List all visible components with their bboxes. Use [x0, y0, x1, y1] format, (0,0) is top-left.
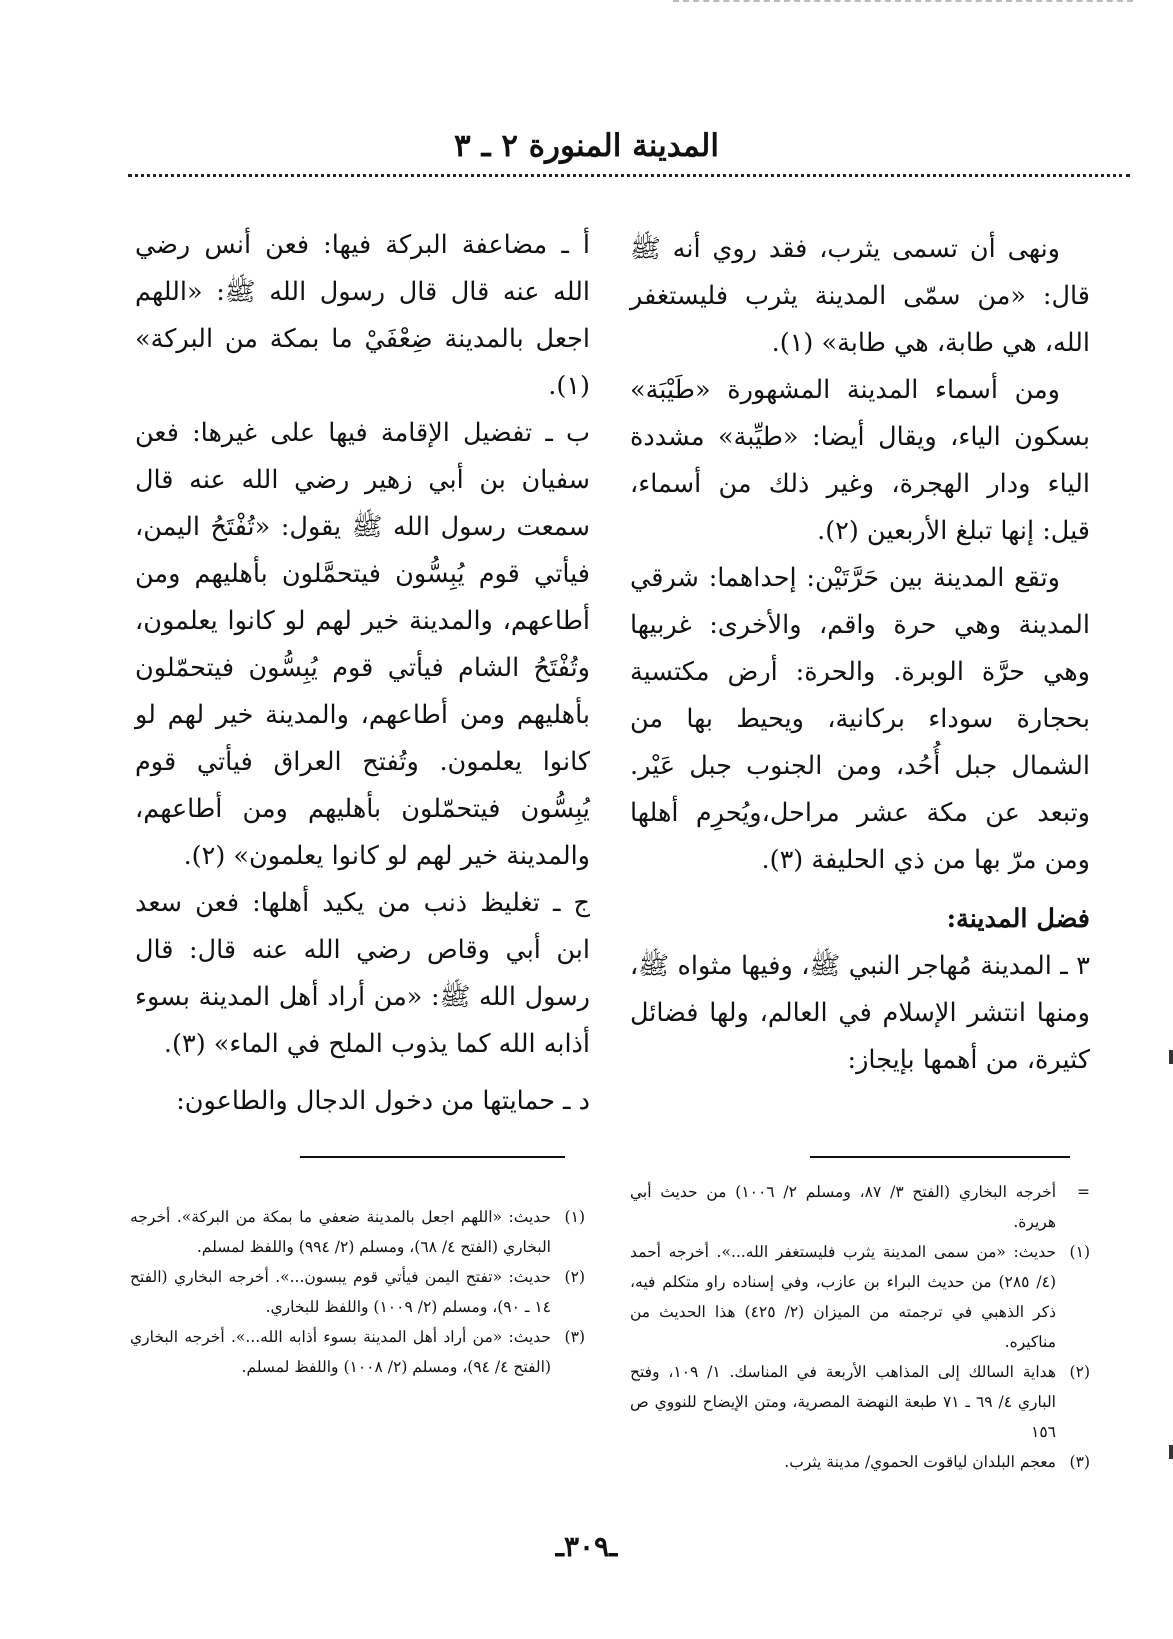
footnote-number: =: [1077, 1183, 1090, 1201]
section-heading: فضل المدينة:: [946, 904, 1090, 934]
footnote-text: هداية السالك إلى المذاهب الأربعة في المناسك. ١/ ١٠٩، وفتح الباري ٤/ ٦٩ ـ ٧١ طبعة النهضة المصرية، ومتن الإيضاح للنووي ص ١٥٦: [630, 1363, 1056, 1441]
page-number: ـ٣٠٩ـ: [555, 1530, 618, 1563]
footnote-rule-left: [300, 1156, 565, 1158]
footnote: [630, 1177, 1090, 1237]
footnote: [130, 1202, 585, 1262]
footnote-number: (١): [564, 1208, 585, 1226]
footnote-number: (٢): [564, 1268, 585, 1286]
paragraph: ونهى أن تسمى يثرب، فقد روي أنه ﷺ قال: «من سمّى المدينة يثرب فليستغفر الله، هي طابة، هي طابة» (١).: [630, 234, 1090, 358]
scan-edge-mark: [1169, 1050, 1173, 1064]
footnote-rule-right: [810, 1156, 1070, 1158]
footnote-number: (٣): [564, 1328, 585, 1346]
footnote-text: معجم البلدان لياقوت الحموي/ مدينة يثرب.: [784, 1453, 1056, 1471]
footnote: [630, 1357, 1090, 1447]
footnote-text: حديث: «من أراد أهل المدينة بسوء أذابه الله...». أخرجه البخاري (الفتح ٤/ ٩٤)، ومسلم (٢/ ١٠٠٨) واللفظ لمسلم.: [130, 1328, 551, 1376]
text-column-right: [630, 226, 1090, 1084]
paragraph: د ـ حمايتها من دخول الدجال والطاعون:: [176, 1086, 590, 1116]
text-column-left: [135, 222, 590, 1125]
footnote: [630, 1237, 1090, 1357]
paragraph: ٣ ـ المدينة مُهاجر النبي ﷺ، وفيها مثواه ﷺ، ومنها انتشر الإسلام في العالم، ولها فضائل كثيرة، من أهمها بإيجاز:: [630, 951, 1090, 1075]
paragraph: أ ـ مضاعفة البركة فيها: فعن أنس رضي الله عنه قال قال رسول الله ﷺ: «اللهم اجعل بالمدينة ضِعْفَيْ ما بمكة من البركة» (١).: [135, 230, 590, 401]
paragraph: ب ـ تفضيل الإقامة فيها على غيرها: فعن سفيان بن أبي زهير رضي الله عنه قال سمعت رسول الله ﷺ يقول: «تُفْتَحُ اليمن، فيأتي قوم يُبِسُّون فيتحمَّلون بأهليهم ومن أطاعهم، والمدينة خير لهم لو كانوا يعلمون، وتُفْتَحُ الشام فيأتي قوم يُبِسُّون فيتحمّلون بأهليهم ومن أطاعهم، والمدينة خير لهم لو كانوا يعلمون. وتُفتح العراق فيأتي قوم يُبِسُّون فيتحمّلون بأهليهم ومن أطاعهم، والمدينة خير لهم لو كانوا يعلمون» (٢).: [135, 418, 590, 871]
footnote-number: (٢): [1069, 1363, 1090, 1381]
running-header-title: المدينة المنورة ٢ ـ ٣: [454, 128, 719, 164]
footnotes-right: [630, 1177, 1090, 1477]
footnote: [130, 1322, 585, 1382]
paragraph: ج ـ تغليظ ذنب من يكيد أهلها: فعن سعد ابن أبي وقاص رضي الله عنه قال: قال رسول الله ﷺ: «من أراد أهل المدينة بسوء أذابه الله كما يذوب الملح في الماء» (٣).: [135, 888, 590, 1059]
scan-edge-mark: [1169, 1445, 1173, 1459]
footnote: [130, 1262, 585, 1322]
footnote-text: حديث: «من سمى المدينة يثرب فليستغفر الله...». أخرجه أحمد (٤/ ٢٨٥) من حديث البراء بن عازب، وفي إسناده راو متكلم فيه، ذكر الذهبي في ترجمته من الميزان (٢/ ٤٢٥) هذا الحديث من مناكيره.: [630, 1243, 1056, 1351]
footnotes-left: [130, 1202, 585, 1382]
footnote: [630, 1447, 1090, 1477]
footnote-number: (١): [1069, 1243, 1090, 1261]
footnote-text: أخرجه البخاري (الفتح ٣/ ٨٧، ومسلم ٢/ ١٠٠٦) من حديث أبي هريرة.: [630, 1183, 1056, 1231]
paragraph: وتقع المدينة بين حَرَّتَيْن: إحداهما: شرقي المدينة وهي حرة واقم، والأخرى: غربيها وهي حرَّة الوبرة. والحرة: أرض مكتسية بحجارة سوداء بركانية، ويحيط بها من الشمال جبل أُحُد، ومن الجنوب جبل عَيْر. وتبعد عن مكة عشر مراحل،ويُحرِم أهلها ومن مرّ بها من ذي الحليفة (٣).: [630, 563, 1090, 875]
scan-edge-dashes: [673, 0, 1133, 2]
footnote-number: (٣): [1069, 1453, 1090, 1471]
footnote-text: حديث: «اللهم اجعل بالمدينة ضعفي ما بمكة من البركة». أخرجه البخاري (الفتح ٤/ ٦٨)، ومسلم (٢/ ٩٩٤) واللفظ لمسلم.: [130, 1208, 551, 1256]
header-dotted-rule: [128, 174, 1130, 177]
footnote-text: حديث: «تفتح اليمن فيأتي قوم يبسون...». أخرجه البخاري (الفتح ١٤ ـ ٩٠)، ومسلم (٢/ ١٠٠٩) واللفظ للبخاري.: [130, 1268, 551, 1316]
paragraph: ومن أسماء المدينة المشهورة «طَيْبَة» بسكون الياء، ويقال أيضا: «طيِّبة» مشددة الياء ودار الهجرة، وغير ذلك من أسماء، قيل: إنها تبلغ الأربعين (٢).: [630, 375, 1090, 546]
